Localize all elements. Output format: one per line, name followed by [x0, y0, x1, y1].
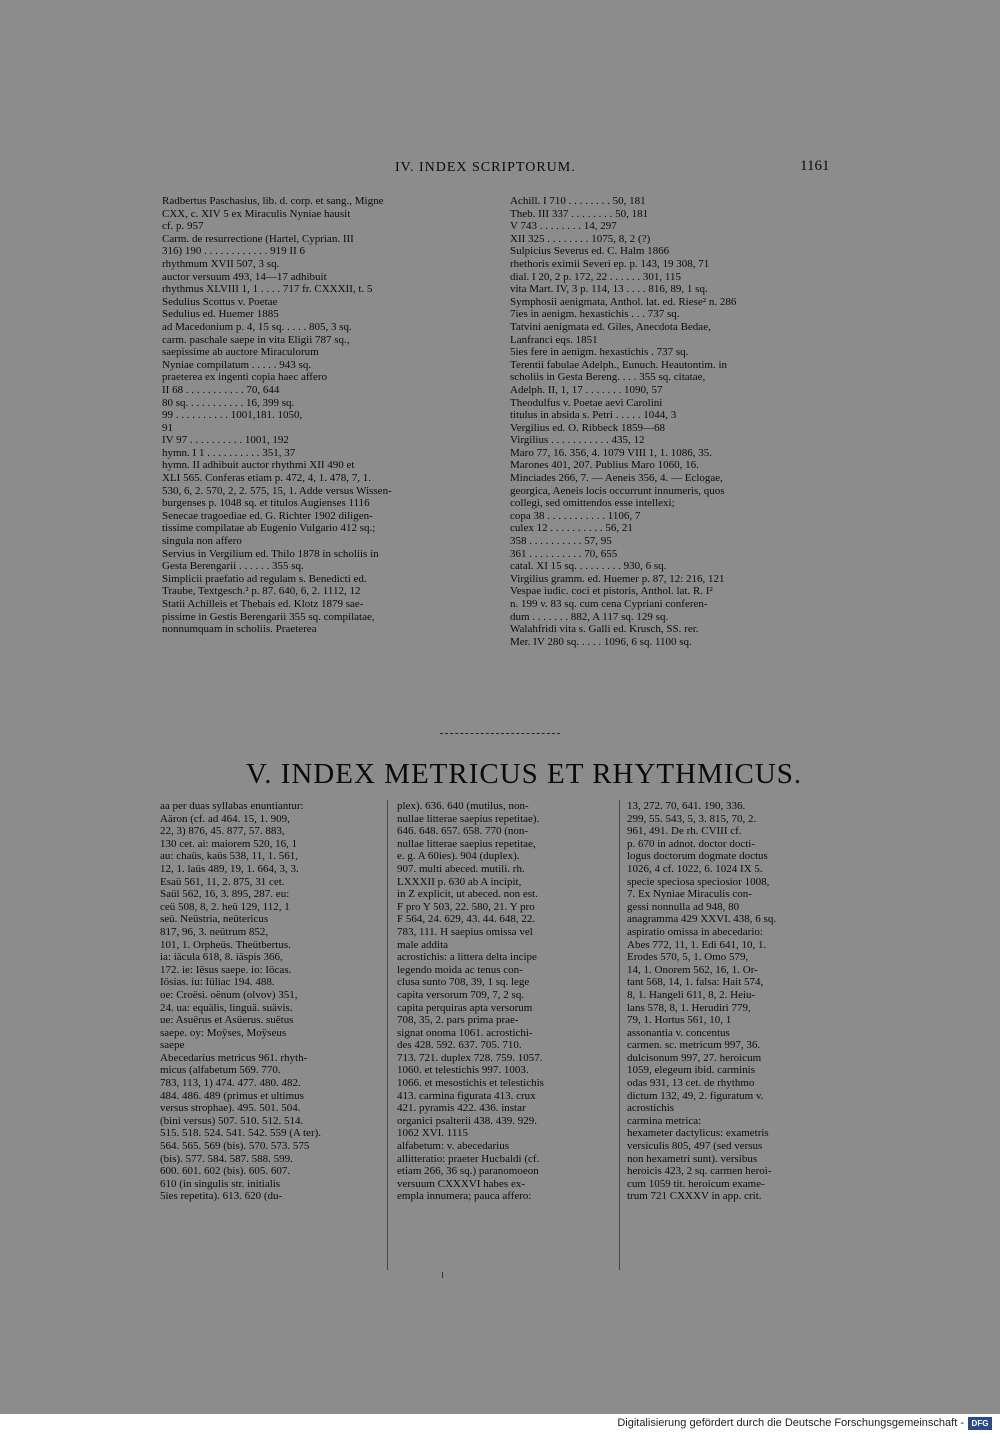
index-line: 1026, 4 cf. 1022, 6. 1024 IX 5. — [627, 862, 763, 875]
index-line: 1062 XVI. 1115 — [397, 1127, 468, 1140]
index-line: Terentii fabulae Adelph., Eunuch. Heautontim. in — [510, 358, 728, 371]
index-line: capita versorum 709, 7, 2 sq. — [397, 988, 525, 1001]
index-line: scholiis in Gesta Bereng. . . . 355 sq. citatae, — [510, 371, 706, 384]
index-line: male addita — [397, 938, 449, 951]
index-line: singula non affero — [162, 535, 242, 548]
index-line: anagramma 429 XXVI. 438, 6 sq. — [627, 913, 777, 926]
index-line: plex). 636. 640 (mutilus, non- — [397, 800, 529, 812]
index-line: capita perquiras apta versorum — [397, 1001, 533, 1014]
index-line: 299, 55. 543, 5, 3. 815, 70, 2. — [627, 812, 757, 825]
index-line: Esaü 561, 11, 2. 875, 31 cet. — [160, 875, 285, 888]
index-line: 515. 518. 524. 541. 542. 559 (A ter). — [160, 1127, 322, 1140]
index-line: XLI 565. Conferas etiam p. 472, 4, 1. 478, 7, 1. — [162, 472, 371, 485]
index-line: auctor versuum 493, 14—17 adhibuit — [162, 270, 327, 283]
index-line: Abes 772, 11, 1. Edi 641, 10, 1. — [627, 938, 767, 951]
index-line: Iösias. iu: Iüliac 194. 488. — [160, 976, 275, 989]
index-line: organici psalterii 438. 439. 929. — [397, 1114, 538, 1127]
index-metricus-column-1 — [160, 800, 380, 1203]
column-rule — [619, 800, 620, 1270]
index-line: au: chaüs, kaüs 538, 11, 1. 561, — [160, 850, 298, 863]
index-line: in Z explicit, ut abeced. non est. — [397, 888, 538, 901]
index-line: II 68 . . . . . . . . . . . 70, 644 — [162, 383, 280, 396]
index-line: 91 — [162, 421, 173, 434]
index-line: catal. XI 15 sq. . . . . . . . . 930, 6 sq. — [510, 560, 667, 573]
index-line: Virgilius gramm. ed. Huemer p. 87, 12: 216, 121 — [510, 572, 725, 585]
index-line: Minciades 266, 7. — Aeneis 356, 4. — Eclogae, — [510, 472, 723, 485]
index-line: Sedulius Scottus v. Poetae — [162, 295, 278, 308]
index-line: clusa sunto 708, 39, 1 sq. lege — [397, 976, 530, 989]
index-line: 8, 1. Hangeli 611, 8, 2. Heiu- — [627, 988, 756, 1001]
index-line: Tatvini aenigmata ed. Giles, Anecdota Bedae, — [510, 320, 711, 333]
index-line: assonantia v. concentus — [627, 1026, 730, 1039]
index-line: logus doctorum dogmate doctus — [627, 850, 768, 863]
index-line: copa 38 . . . . . . . . . . . 1106, 7 — [510, 509, 641, 522]
index-line: 783, 113, 1) 474. 477. 480. 482. — [160, 1077, 301, 1090]
index-line: carmen. sc. metricum 997, 36. — [627, 1039, 761, 1052]
index-line: 361 . . . . . . . . . . 70, 655 — [510, 547, 618, 560]
index-line: hymn. I 1 . . . . . . . . . . 351, 37 — [162, 446, 296, 459]
index-line: nonnumquam in scholiis. Praeterea — [162, 623, 317, 636]
index-line: trum 721 CXXXV in app. crit. — [627, 1190, 762, 1203]
index-line: 713. 721. duplex 728. 759. 1057. — [397, 1051, 543, 1064]
index-line: burgenses p. 1048 sq. et titulos Augienses 1116 — [162, 497, 370, 510]
section-divider — [440, 733, 560, 734]
index-line: praeterea ex ingenti copia haec affero — [162, 371, 327, 384]
index-line: ue: Asuërus et Asüerus. suëtus — [160, 1014, 294, 1027]
index-line: Servius in Vergilium ed. Thilo 1878 in scholiis in — [162, 547, 379, 560]
index-line: saepe. oy: Moÿses, Moÿseus — [160, 1026, 287, 1039]
index-line: 907. multi abeced. mutili. rh. — [397, 862, 525, 875]
bottom-mark — [442, 1272, 443, 1278]
index-line: ia: iäcula 618, 8. iäspis 366, — [160, 951, 283, 964]
index-line: 708, 35, 2. pars prima prae- — [397, 1014, 519, 1027]
index-line: nullae litterae saepius repetitae, — [397, 837, 536, 850]
index-metricus-column-3 — [627, 800, 841, 1203]
index-line: culex 12 . . . . . . . . . . 56, 21 — [510, 522, 633, 535]
index-line: Erodes 570, 5, 1. Omo 579, — [627, 951, 749, 964]
index-line: 7ies in aenigm. hexastichis . . . 737 sq. — [510, 308, 680, 321]
index-line: legendo moida ac tenus con- — [397, 963, 523, 976]
index-line: Theb. III 337 . . . . . . . . 50, 181 — [510, 207, 649, 220]
index-line: Sedulius ed. Huemer 1885 — [162, 308, 279, 321]
index-line: lans 578, 8, 1. Herudiri 779, — [627, 1001, 751, 1014]
index-line: IV 97 . . . . . . . . . . 1001, 192 — [162, 434, 289, 447]
index-line: acrostichis — [627, 1102, 675, 1115]
index-line: e. g. A 60ies). 904 (duplex). — [397, 850, 520, 863]
index-line: 421. pyramis 422. 436. instar — [397, 1102, 526, 1115]
index-line: Adelph. II, 1, 17 . . . . . . . 1090, 57 — [510, 383, 663, 396]
index-line: Carm. de resurrectione (Hartel, Cyprian. III — [162, 232, 354, 245]
index-line: tissime compilatae ab Eugenio Vulgario 412 sq.; — [162, 522, 376, 535]
index-line: gessi nonnulla ad 948, 80 — [627, 900, 740, 913]
index-line: heroicis 423, 2 sq. carmen heroi- — [627, 1165, 772, 1178]
index-line: dum . . . . . . . 882, A 117 sq. 129 sq. — [510, 610, 669, 623]
index-line: 172. ie: Iësus saepe. io: Iöcas. — [160, 963, 292, 976]
index-line: 24. ua: equälis, linguä. suävis. — [160, 1001, 293, 1014]
index-line: V 743 . . . . . . . . 14, 297 — [510, 220, 617, 233]
index-line: acrostichis: a littera delta incipe — [397, 951, 537, 964]
index-line: CXX, c. XIV 5 ex Miraculis Nyniae hausit — [162, 207, 351, 220]
index-line: 7. Ex Nyniae Miraculis con- — [627, 888, 752, 901]
index-line: ad Macedonium p. 4, 15 sq. . . . . 805, 3 sq. — [162, 320, 352, 333]
index-line: 1066. et mesostichis et telestichis — [397, 1077, 544, 1090]
index-line: georgica, Aeneis locis occurrunt innumeris, quos — [510, 484, 725, 497]
index-line: 1059, elegeum ibid. carminis — [627, 1064, 755, 1077]
footer-bar — [0, 1414, 1000, 1434]
index-line: Vergilius ed. O. Ribbeck 1859—68 — [510, 421, 666, 434]
index-line: Vespae iudic. coci et pistoris, Anthol. lat. R. I² — [510, 585, 713, 598]
index-line: titulus in absida s. Petri . . . . . 1044, 3 — [510, 409, 677, 422]
index-line: 22, 3) 876, 45. 877, 57. 883, — [160, 825, 285, 838]
index-line: 130 cet. ai: maiorem 520, 16, 1 — [160, 837, 298, 850]
index-line: rhethoris eximii Severi ep. p. 143, 19 308, 71 — [510, 257, 710, 270]
index-line: 5ies repetita). 613. 620 (du- — [160, 1190, 283, 1203]
index-line: XII 325 . . . . . . . . 1075, 8, 2 (?) — [510, 232, 651, 245]
index-line: oe: Croësi. oënum (olvov) 351, — [160, 988, 298, 1001]
index-line: cf. p. 957 — [162, 220, 204, 233]
index-line: Walahfridi vita s. Galli ed. Krusch, SS. rer. — [510, 623, 699, 636]
index-line: alfabetum: v. abecedarius — [397, 1140, 509, 1153]
index-line: F 564, 24. 629, 43. 44. 648, 22. — [397, 913, 536, 926]
index-line: Abecedarius metricus 961. rhyth- — [160, 1051, 308, 1064]
index-line: 80 sq. . . . . . . . . . . 16, 399 sq. — [162, 396, 295, 409]
index-line: 600. 601. 602 (bis). 605. 607. — [160, 1165, 291, 1178]
index-line: cum 1059 tit. heroicum exame- — [627, 1177, 765, 1190]
index-line: pissime in Gestis Berengarii 355 sq. compilatae, — [162, 610, 375, 623]
index-line: ceü 508, 8, 2. heü 129, 112, 1 — [160, 900, 290, 913]
index-line: nullae litterae saepius repetitae). — [397, 812, 540, 825]
index-line: saepe — [160, 1039, 185, 1052]
index-line: 961, 491. De rh. CVIII cf. — [627, 825, 742, 838]
index-line: Symphosii aenigmata, Anthol. lat. ed. Riese² n. 286 — [510, 295, 737, 308]
index-line: allitteratio: praeter Hucbaldi (cf. — [397, 1152, 540, 1165]
index-line: des 428. 592. 637. 705. 710. — [397, 1039, 522, 1052]
index-scriptorum-right-column — [510, 195, 840, 648]
index-line: 530, 6, 2. 570, 2, 2. 575, 15, 1. Adde versus Wissen- — [162, 484, 392, 497]
index-line: etiam 266, 36 sq.) paranomoeon — [397, 1165, 539, 1178]
index-line: non hexametri sunt). versibus — [627, 1152, 758, 1165]
index-line: versus strophae). 495. 501. 504. — [160, 1102, 301, 1115]
index-line: Mer. IV 280 sq. . . . . 1096, 6 sq. 1100 sq. — [510, 635, 692, 648]
index-line: rhythmum XVII 507, 3 sq. — [162, 257, 280, 270]
section-title: V. INDEX METRICUS ET RHYTHMICUS. — [246, 758, 803, 790]
index-line: Traube, Textgesch.² p. 87. 640, 6, 2. 1112, 12 — [162, 585, 361, 598]
index-line: seü. Neüstria, neütericus — [160, 913, 269, 926]
index-line: LXXXII p. 630 ab A incipit, — [397, 875, 522, 888]
index-line: tant 568, 14, 1. falsa: Hait 574, — [627, 976, 764, 989]
index-line: dial. I 20, 2 p. 172, 22 . . . . . . 301, 115 — [510, 270, 681, 283]
index-line: carmina metrica: — [627, 1114, 702, 1127]
index-line: hymn. II adhibuit auctor rhythmi XII 490 et — [162, 459, 355, 472]
index-line: Sulpicius Severus ed. C. Halm 1866 — [510, 245, 670, 258]
column-rule — [387, 800, 388, 1270]
index-line: 646. 648. 657. 658. 770 (non- — [397, 825, 529, 838]
index-line: 413. carmina figurata 413. crux — [397, 1089, 536, 1102]
index-line: (bis). 577. 584. 587. 588. 599. — [160, 1152, 293, 1165]
index-line: 358 . . . . . . . . . . 57, 95 — [510, 535, 612, 548]
index-line: signat onoma 1061. acrostichi- — [397, 1026, 533, 1039]
index-line: Theodulfus v. Poetae aevi Carolini — [510, 396, 663, 409]
index-line: Marones 401, 207. Publius Maro 1060, 16. — [510, 459, 699, 472]
index-line: Virgilius . . . . . . . . . . . 435, 12 — [510, 434, 645, 447]
index-line: aa per duas syllabas enuntiantur: — [160, 800, 304, 812]
index-line: Gesta Berengarii . . . . . . 355 sq. — [162, 560, 304, 573]
index-line: (bini versus) 507. 510. 512. 514. — [160, 1114, 304, 1127]
index-line: empla innumera; pauca affero: — [397, 1190, 532, 1203]
index-line: 99 . . . . . . . . . . 1001,181. 1050, — [162, 409, 303, 422]
index-line: specie speciosa speciosior 1008, — [627, 875, 770, 888]
index-line: dictum 132, 49, 2. figuratum v. — [627, 1089, 764, 1102]
index-line: dulcisonum 997, 27. heroicum — [627, 1051, 762, 1064]
index-line: Aäron (cf. ad 464. 15, 1. 909, — [160, 812, 290, 825]
footer-credit: Digitalisierung gefördert durch die Deutsche Forschungsgemeinschaft - — [617, 1417, 964, 1429]
index-line: 79, 1. Hortus 561, 10, 1 — [627, 1014, 732, 1027]
index-metricus-column-2 — [397, 800, 615, 1203]
index-line: Achill. I 710 . . . . . . . . 50, 181 — [510, 195, 646, 207]
dfg-logo: DFG — [968, 1417, 992, 1430]
index-line: carm. paschale saepe in vita Eligii 787 sq., — [162, 333, 350, 346]
page-number: 1161 — [800, 158, 830, 174]
index-scriptorum-left-column — [162, 195, 492, 636]
index-line: p. 670 in adnot. doctor docti- — [627, 837, 756, 850]
index-line: 14, 1. Onorem 562, 16, 1. Or- — [627, 963, 758, 976]
index-line: Nyniae compilatum . . . . . 943 sq. — [162, 358, 312, 371]
index-line: n. 199 v. 83 sq. cum cena Cypriani conferen- — [510, 598, 708, 610]
index-line: versuum CXXXVI habes ex- — [397, 1177, 525, 1190]
index-line: 12, 1. laüs 489, 19, 1. 664, 3, 3. — [160, 862, 299, 875]
index-line: 101, 1. Orpheüs. Theütbertus. — [160, 938, 291, 951]
index-line: Saül 562, 16, 3. 895, 287. eu: — [160, 888, 290, 901]
index-line: odas 931, 13 cet. de rhythmo — [627, 1077, 755, 1090]
index-line: Lanfranci eqs. 1851 — [510, 333, 598, 346]
index-line: 316) 190 . . . . . . . . . . . . 919 II 6 — [162, 245, 305, 258]
index-line: hexameter dactylicus: exametris — [627, 1127, 769, 1140]
index-line: 564. 565. 569 (bis). 570. 573. 575 — [160, 1140, 310, 1153]
index-line: F pro Y 503, 22. 580, 21. Y pro — [397, 900, 535, 913]
index-line: micus (alfabetum 569. 770. — [160, 1064, 281, 1077]
index-line: rhythmus XLVIII 1, 1 . . . . 717 fr. CXXXII, t. 5 — [162, 283, 373, 296]
index-line: aspiratio omissa in abecedario: — [627, 925, 763, 938]
index-line: 5ies fere in aenigm. hexastichis . 737 sq. — [510, 346, 689, 359]
index-line: 1060. et telestichis 997. 1003. — [397, 1064, 529, 1077]
index-line: vita Mart. IV, 3 p. 114, 13 . . . . 816, 89, 1 sq. — [510, 283, 708, 296]
index-line: Simplicii praefatio ad regulam s. Benedicti ed. — [162, 572, 367, 585]
running-header-title: IV. INDEX SCRIPTORUM. — [395, 160, 576, 175]
index-line: Maro 77, 16. 356, 4. 1079 VIII 1, 1. 1086, 35. — [510, 446, 713, 459]
index-line: 783, 111. H saepius omissa vel — [397, 925, 533, 938]
index-line: collegi, sed omittendos esse intellexi; — [510, 497, 675, 510]
index-line: 484. 486. 489 (primus et ultimus — [160, 1089, 304, 1102]
index-line: 13, 272. 70, 641. 190, 336. — [627, 800, 746, 812]
index-line: versiculis 805, 497 (sed versus — [627, 1140, 763, 1153]
index-line: saepissime ab auctore Miraculorum — [162, 346, 319, 359]
index-line: Statii Achilleis et Thebais ed. Klotz 1879 sae- — [162, 598, 364, 610]
index-line: 817, 96, 3. neütrum 852, — [160, 925, 269, 938]
index-line: Senecae tragoediae ed. G. Richter 1902 diligen- — [162, 509, 373, 522]
index-line: Radbertus Paschasius, lib. d. corp. et sang., Migne — [162, 195, 384, 207]
index-line: 610 (in singulis str. initialis — [160, 1177, 281, 1190]
